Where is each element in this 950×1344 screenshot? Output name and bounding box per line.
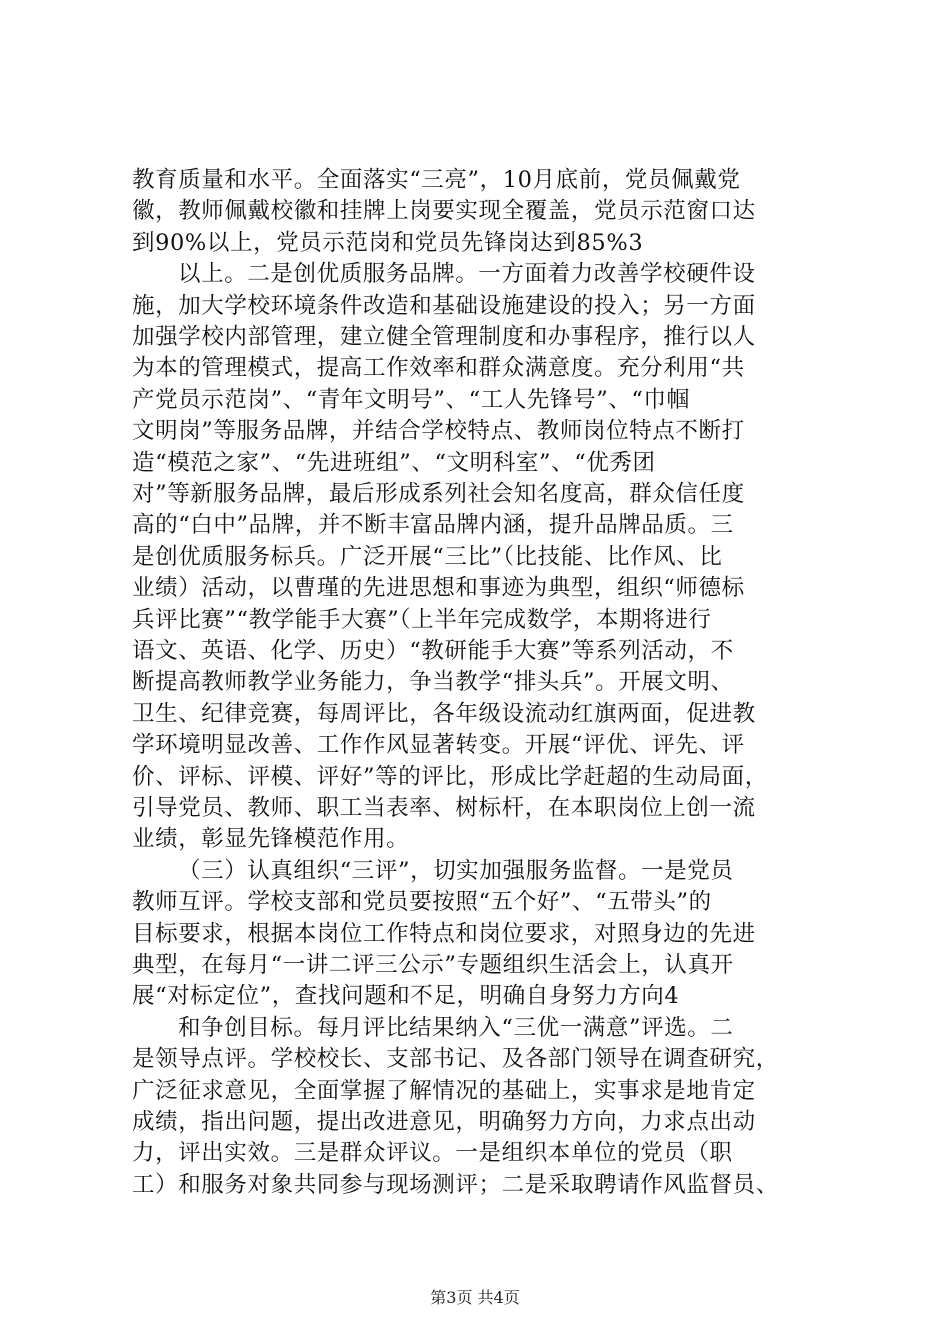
- text-line: 是创优质服务标兵。广泛开展“三比”（比技能、比作风、比: [132, 543, 723, 570]
- text-line: 到90%以上，党员示范岗和党员先锋岗达到85%3: [132, 229, 644, 256]
- text-line: 典型，在每月“一讲二评三公示”专题组织生活会上，认真开: [132, 952, 734, 978]
- text-line: 造“模范之家”、“先进班组”、“文明科室”、“优秀团: [132, 449, 656, 476]
- text-line: 工）和服务对象共同参与现场测评；二是采取聘请作风监督员、: [132, 1171, 779, 1198]
- text-line: 断提高教师教学业务能力，争当教学“排头兵”。开展文明、: [132, 669, 734, 696]
- text-line: 教师互评。学校支部和党员要按照“五个好”、“五带头”的: [132, 889, 712, 916]
- text-line: 价、评标、评模、评好”等的评比，形成比学赶超的生动局面，: [132, 763, 768, 790]
- text-line: 语文、英语、化学、历史）“教研能手大赛”等系列活动，不: [132, 638, 734, 664]
- text-line: 施，加大学校环境条件改造和基础设施建设的投入；另一方面: [132, 292, 756, 319]
- text-line: 力，评出实效。三是群众评议。一是组织本单位的党员（职: [132, 1140, 733, 1167]
- text-line: 学环境明显改善、工作作风显著转变。开展“评优、评先、评: [132, 732, 745, 759]
- text-line: 文明岗”等服务品牌，并结合学校特点、教师岗位特点不断打: [132, 418, 745, 445]
- text-line: 兵评比赛”“教学能手大赛”（上半年完成数学，本期将进行: [132, 606, 712, 633]
- text-line: 业绩，彰显先锋模范作用。: [132, 826, 410, 853]
- text-line: 高的“白中”品牌，并不断丰富品牌内涵，提升品牌品质。三: [132, 512, 734, 539]
- text-line: 加强学校内部管理，建立健全管理制度和办事程序，推行以人: [132, 324, 756, 350]
- text-line: 徽，教师佩戴校徽和挂牌上岗要实现全覆盖，党员示范窗口达: [132, 198, 756, 225]
- text-line: 以上。二是创优质服务品牌。一方面着力改善学校硬件设: [178, 261, 756, 288]
- text-line: 目标要求，根据本岗位工作特点和岗位要求，对照身边的先进: [132, 920, 756, 947]
- text-line: 对”等新服务品牌，最后形成系列社会知名度高，群众信任度: [132, 481, 745, 507]
- text-line: 卫生、纪律竞赛，每周评比，各年级设流动红旗两面，促进教: [132, 700, 756, 727]
- text-line: 展“对标定位”，查找问题和不足，明确自身努力方向4: [132, 983, 680, 1010]
- text-line: 产党员示范岗”、“青年文明号”、“工人先锋号”、“巾帼: [132, 386, 690, 413]
- text-line: 引导党员、教师、职工当表率、树标杆，在本职岗位上创一流: [132, 795, 756, 821]
- text-line: 教育质量和水平。全面落实“三亮”，10月底前，党员佩戴党: [132, 167, 741, 193]
- text-line: （三）认真组织“三评”，切实加强服务监督。一是党员: [178, 857, 734, 884]
- text-line: 成绩，指出问题，提出改进意见，明确努力方向，力求点出动: [132, 1109, 756, 1135]
- text-line: 和争创目标。每月评比结果纳入“三优一满意”评选。二: [178, 1014, 734, 1041]
- page-footer: 第3页 共4页: [430, 1288, 520, 1307]
- text-line: 是领导点评。学校校长、支部书记、及各部门领导在调查研究，: [132, 1046, 779, 1073]
- text-line: 业绩）活动，以曹瑾的先进思想和事迹为典型，组织“师德标: [132, 575, 745, 602]
- text-line: 为本的管理模式，提高工作效率和群众满意度。充分利用“共: [132, 355, 745, 382]
- text-line: 广泛征求意见，全面掌握了解情况的基础上，实事求是地肯定: [132, 1077, 756, 1104]
